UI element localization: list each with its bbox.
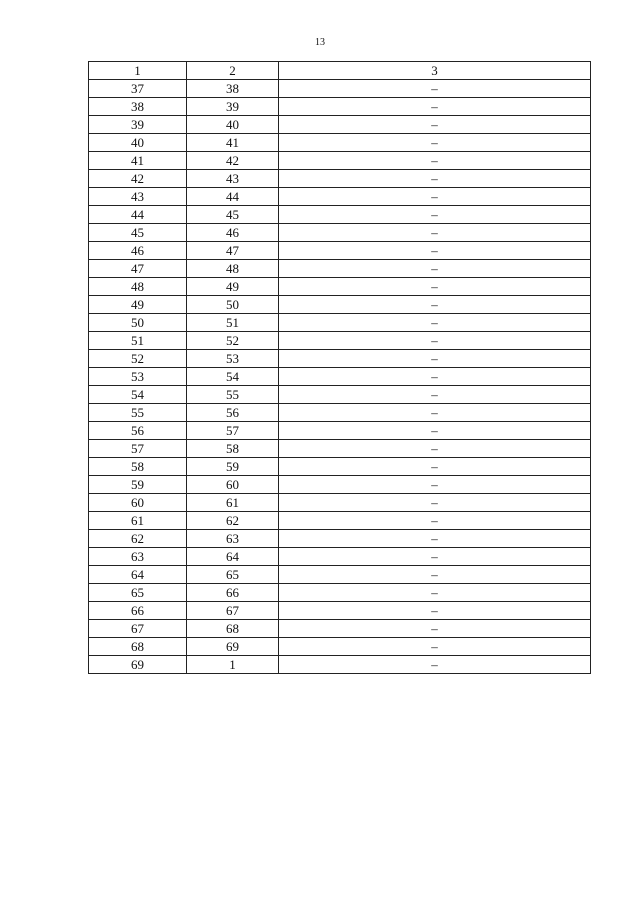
table-cell-col-3: – <box>279 242 591 260</box>
table-row <box>89 242 591 260</box>
table-cell-col-1: 47 <box>89 260 187 278</box>
table-cell-col-2: 55 <box>187 386 279 404</box>
table-cell-col-3: – <box>279 368 591 386</box>
table-cell-col-3: – <box>279 458 591 476</box>
table-cell-col-1: 41 <box>89 152 187 170</box>
table-cell-col-1: 64 <box>89 566 187 584</box>
table-row <box>89 530 591 548</box>
table-cell-col-2: 67 <box>187 602 279 620</box>
table-cell-col-1: 58 <box>89 458 187 476</box>
table-row <box>89 98 591 116</box>
table-cell-col-3: – <box>279 386 591 404</box>
table-row <box>89 656 591 674</box>
table-cell-col-2: 53 <box>187 350 279 368</box>
table-row <box>89 512 591 530</box>
table-body <box>89 62 591 674</box>
table-cell-col-3: – <box>279 530 591 548</box>
table-row <box>89 584 591 602</box>
table-cell-col-3: – <box>279 134 591 152</box>
table-cell-col-1: 49 <box>89 296 187 314</box>
table-cell-col-1: 37 <box>89 80 187 98</box>
table-cell-col-1: 57 <box>89 440 187 458</box>
table-cell-col-3: – <box>279 260 591 278</box>
table-cell-col-2: 43 <box>187 170 279 188</box>
table-cell-col-2: 64 <box>187 548 279 566</box>
header-row <box>89 62 591 80</box>
table-row <box>89 134 591 152</box>
table-row <box>89 332 591 350</box>
table-row <box>89 224 591 242</box>
table-cell-col-3: – <box>279 116 591 134</box>
table-row <box>89 458 591 476</box>
table-cell-col-3: – <box>279 224 591 242</box>
table-row <box>89 548 591 566</box>
table-cell-col-2: 1 <box>187 656 279 674</box>
header-cell-2: 2 <box>187 62 279 80</box>
table-cell-col-1: 40 <box>89 134 187 152</box>
table-cell-col-1: 43 <box>89 188 187 206</box>
table-row <box>89 404 591 422</box>
table-cell-col-3: – <box>279 602 591 620</box>
table-row <box>89 386 591 404</box>
table-row <box>89 170 591 188</box>
table-cell-col-1: 46 <box>89 242 187 260</box>
table-cell-col-1: 67 <box>89 620 187 638</box>
table-cell-col-3: – <box>279 152 591 170</box>
table-cell-col-2: 59 <box>187 458 279 476</box>
table-row <box>89 350 591 368</box>
table-cell-col-1: 52 <box>89 350 187 368</box>
table-cell-col-2: 41 <box>187 134 279 152</box>
table-cell-col-2: 50 <box>187 296 279 314</box>
table-row <box>89 476 591 494</box>
table-cell-col-1: 63 <box>89 548 187 566</box>
table-cell-col-2: 46 <box>187 224 279 242</box>
table-cell-col-2: 38 <box>187 80 279 98</box>
table-cell-col-2: 56 <box>187 404 279 422</box>
table-cell-col-1: 39 <box>89 116 187 134</box>
table-cell-col-1: 68 <box>89 638 187 656</box>
table-cell-col-3: – <box>279 350 591 368</box>
table-cell-col-3: – <box>279 548 591 566</box>
table-cell-col-3: – <box>279 296 591 314</box>
table-row <box>89 188 591 206</box>
table-cell-col-3: – <box>279 440 591 458</box>
table-cell-col-2: 48 <box>187 260 279 278</box>
table-cell-col-3: – <box>279 170 591 188</box>
table-cell-col-2: 61 <box>187 494 279 512</box>
table-cell-col-3: – <box>279 404 591 422</box>
table-cell-col-3: – <box>279 512 591 530</box>
table-cell-col-1: 53 <box>89 368 187 386</box>
page-number: 13 <box>315 37 325 48</box>
table-row <box>89 260 591 278</box>
table-cell-col-3: – <box>279 98 591 116</box>
table-cell-col-1: 62 <box>89 530 187 548</box>
table-cell-col-2: 68 <box>187 620 279 638</box>
table-cell-col-2: 54 <box>187 368 279 386</box>
table-cell-col-2: 62 <box>187 512 279 530</box>
table-cell-col-1: 51 <box>89 332 187 350</box>
table-cell-col-2: 44 <box>187 188 279 206</box>
table-cell-col-2: 66 <box>187 584 279 602</box>
table-cell-col-1: 56 <box>89 422 187 440</box>
table-cell-col-2: 45 <box>187 206 279 224</box>
table-cell-col-3: – <box>279 278 591 296</box>
table-cell-col-2: 57 <box>187 422 279 440</box>
table-cell-col-2: 40 <box>187 116 279 134</box>
table-cell-col-1: 44 <box>89 206 187 224</box>
table-row <box>89 566 591 584</box>
table-cell-col-2: 69 <box>187 638 279 656</box>
table-cell-col-1: 48 <box>89 278 187 296</box>
table-cell-col-3: – <box>279 332 591 350</box>
table-cell-col-1: 65 <box>89 584 187 602</box>
table-cell-col-1: 69 <box>89 656 187 674</box>
table-cell-col-1: 59 <box>89 476 187 494</box>
data-table <box>88 61 591 674</box>
table-cell-col-3: – <box>279 566 591 584</box>
table-cell-col-1: 54 <box>89 386 187 404</box>
table-cell-col-1: 45 <box>89 224 187 242</box>
table-cell-col-2: 60 <box>187 476 279 494</box>
table-row <box>89 368 591 386</box>
table-row <box>89 440 591 458</box>
table-cell-col-1: 61 <box>89 512 187 530</box>
table-row <box>89 494 591 512</box>
table-cell-col-1: 38 <box>89 98 187 116</box>
table-cell-col-2: 39 <box>187 98 279 116</box>
table-row <box>89 620 591 638</box>
table-cell-col-3: – <box>279 494 591 512</box>
table-row <box>89 296 591 314</box>
table-row <box>89 80 591 98</box>
table-cell-col-2: 47 <box>187 242 279 260</box>
table-cell-col-3: – <box>279 620 591 638</box>
header-cell-1: 1 <box>89 62 187 80</box>
table-cell-col-3: – <box>279 476 591 494</box>
table-cell-col-3: – <box>279 80 591 98</box>
table-cell-col-3: – <box>279 422 591 440</box>
table-row <box>89 602 591 620</box>
table-row <box>89 206 591 224</box>
table-cell-col-3: – <box>279 314 591 332</box>
table-cell-col-2: 42 <box>187 152 279 170</box>
table-row <box>89 116 591 134</box>
table-row <box>89 422 591 440</box>
table-cell-col-2: 65 <box>187 566 279 584</box>
table-cell-col-1: 42 <box>89 170 187 188</box>
table-cell-col-1: 60 <box>89 494 187 512</box>
table-cell-col-2: 51 <box>187 314 279 332</box>
table-cell-col-3: – <box>279 206 591 224</box>
table-cell-col-2: 52 <box>187 332 279 350</box>
table-cell-col-1: 50 <box>89 314 187 332</box>
table-row <box>89 638 591 656</box>
table-cell-col-2: 58 <box>187 440 279 458</box>
table-row <box>89 152 591 170</box>
table-cell-col-2: 63 <box>187 530 279 548</box>
table-cell-col-2: 49 <box>187 278 279 296</box>
table-cell-col-3: – <box>279 188 591 206</box>
table-cell-col-3: – <box>279 584 591 602</box>
table-row <box>89 278 591 296</box>
table-row <box>89 314 591 332</box>
header-cell-3: 3 <box>279 62 591 80</box>
table-cell-col-1: 55 <box>89 404 187 422</box>
table-cell-col-1: 66 <box>89 602 187 620</box>
table-cell-col-3: – <box>279 656 591 674</box>
table-cell-col-3: – <box>279 638 591 656</box>
